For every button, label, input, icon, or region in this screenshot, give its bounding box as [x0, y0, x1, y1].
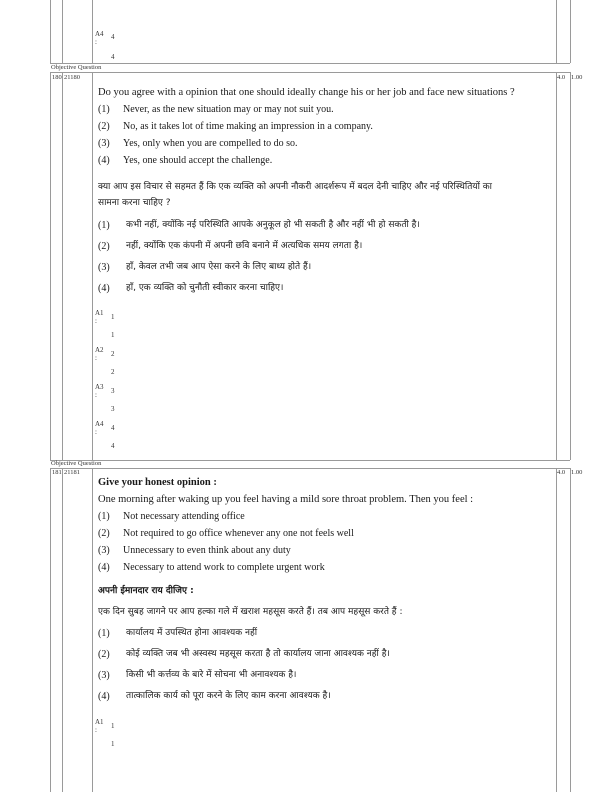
option-text-hindi: कोई व्यक्ति जब भी अस्वस्थ महसूस करता है तो कार्यालय जाना आवश्यक नहीं है।: [126, 649, 390, 659]
question-heading-hindi: अपनी ईमानदार राय दीजिए :: [98, 586, 194, 596]
question-text-hindi: क्या आप इस विचार से सहमत हैं कि एक व्यक्ति को अपनी नौकरी आदर्शरूप में बदल देनी चाहिए और नई परिस्थितियों का: [98, 182, 493, 192]
column-divider: [570, 72, 571, 460]
option-text: Yes, only when you are compelled to do so.: [123, 138, 298, 149]
question-id: 21180: [64, 74, 81, 81]
answer-colon: :: [95, 317, 97, 325]
answer-colon: :: [95, 726, 97, 734]
option-text-hindi: नहीं, क्योंकि एक कंपनी में अपनी छवि बनाने में अत्यधिक समय लगता है।: [126, 241, 363, 251]
question-text-hindi: सामना करना चाहिए ?: [98, 198, 171, 208]
answer-colon: :: [95, 391, 97, 399]
column-divider: [92, 72, 93, 460]
column-divider: [92, 468, 93, 792]
column-divider: [50, 0, 51, 63]
option-text-hindi: कभी नहीं, क्योंकि नई परिस्थिति आपके अनुकूल हो भी सकती है और नहीं भी हो सकती है।: [126, 220, 420, 230]
option-text: Necessary to attend work to complete urgent work: [123, 562, 325, 573]
answer-label: A4: [95, 420, 104, 428]
option-number: (4): [98, 155, 110, 166]
question-text-hindi: एक दिन सुबह जागने पर आप हल्का गले में खराश महसूस करते हैं। तब आप महसूस करते हैं :: [98, 607, 403, 617]
option-text: Never, as the new situation may or may not suit you.: [123, 104, 334, 115]
option-text-hindi: हाँ, एक व्यक्ति को चुनौती स्वीकार करना चाहिए।: [126, 283, 284, 293]
option-text: Not necessary attending office: [123, 511, 245, 522]
option-number: (1): [98, 628, 110, 639]
option-text: Yes, one should accept the challenge.: [123, 155, 273, 166]
row-divider: [50, 72, 570, 73]
column-divider: [556, 468, 557, 792]
column-divider: [556, 0, 557, 63]
column-divider: [570, 468, 571, 792]
option-number: (3): [98, 262, 110, 273]
answer-value: 4: [111, 424, 115, 432]
answer-colon: :: [95, 354, 97, 362]
column-divider: [62, 72, 63, 460]
column-divider: [570, 0, 571, 63]
question-serial: 180: [52, 74, 62, 81]
option-number: (4): [98, 562, 110, 573]
option-text-hindi: हाँ, केवल तभी जब आप ऐसा करने के लिए बाध्य होते हैं।: [126, 262, 312, 272]
option-text: Not required to go office whenever any one not feels well: [123, 528, 354, 539]
column-divider: [50, 72, 51, 460]
question-heading: Give your honest opinion :: [98, 477, 217, 488]
option-text-hindi: किसी भी कर्त्तव्य के बारे में सोचना भी अनावश्यक है।: [126, 670, 297, 680]
answer-repeat: 1: [111, 740, 115, 748]
answer-colon: :: [95, 38, 97, 46]
answer-repeat: 4: [111, 53, 115, 61]
answer-label: A1: [95, 309, 104, 317]
answer-label: A2: [95, 346, 104, 354]
option-number: (2): [98, 241, 110, 252]
answer-label: A1: [95, 718, 104, 726]
answer-label: A3: [95, 383, 104, 391]
option-number: (3): [98, 670, 110, 681]
option-number: (3): [98, 545, 110, 556]
column-divider: [92, 0, 93, 63]
row-divider: [50, 460, 570, 461]
answer-repeat: 1: [111, 331, 115, 339]
section-label: Objective Question: [51, 460, 102, 467]
column-divider: [62, 468, 63, 792]
negative-marks: 1.00: [571, 74, 583, 81]
answer-value: 3: [111, 387, 115, 395]
answer-label: A4: [95, 30, 104, 38]
answer-value: 4: [111, 33, 115, 41]
question-id: 21181: [64, 469, 81, 476]
option-text: No, as it takes lot of time making an impression in a company.: [123, 121, 373, 132]
row-divider: [50, 63, 570, 64]
answer-colon: :: [95, 428, 97, 436]
question-serial: 181: [52, 469, 62, 476]
option-number: (2): [98, 121, 110, 132]
answer-value: 1: [111, 722, 115, 730]
column-divider: [50, 468, 51, 792]
negative-marks: 1.00: [571, 469, 583, 476]
option-number: (2): [98, 649, 110, 660]
question-marks: 4.0: [557, 74, 566, 81]
question-marks: 4.0: [557, 469, 566, 476]
section-label: Objective Question: [51, 64, 102, 71]
option-text-hindi: कार्यालय में उपस्थित होना आवश्यक नहीं: [126, 628, 258, 638]
column-divider: [556, 72, 557, 460]
answer-repeat: 3: [111, 405, 115, 413]
answer-repeat: 4: [111, 442, 115, 450]
option-number: (4): [98, 691, 110, 702]
option-number: (2): [98, 528, 110, 539]
option-number: (1): [98, 220, 110, 231]
option-number: (3): [98, 138, 110, 149]
column-divider: [62, 0, 63, 63]
row-divider: [50, 468, 570, 469]
option-text: Unnecessary to even think about any duty: [123, 545, 291, 556]
question-text: Do you agree with a opinion that one should ideally change his or her job and face new situations ?: [98, 87, 515, 98]
option-number: (4): [98, 283, 110, 294]
option-number: (1): [98, 511, 110, 522]
option-number: (1): [98, 104, 110, 115]
answer-repeat: 2: [111, 368, 115, 376]
answer-value: 1: [111, 313, 115, 321]
answer-value: 2: [111, 350, 115, 358]
question-text: One morning after waking up you feel having a mild sore throat problem. Then you feel :: [98, 494, 474, 505]
option-text-hindi: तात्कालिक कार्य को पूरा करने के लिए काम करना आवश्यक है।: [126, 691, 331, 701]
